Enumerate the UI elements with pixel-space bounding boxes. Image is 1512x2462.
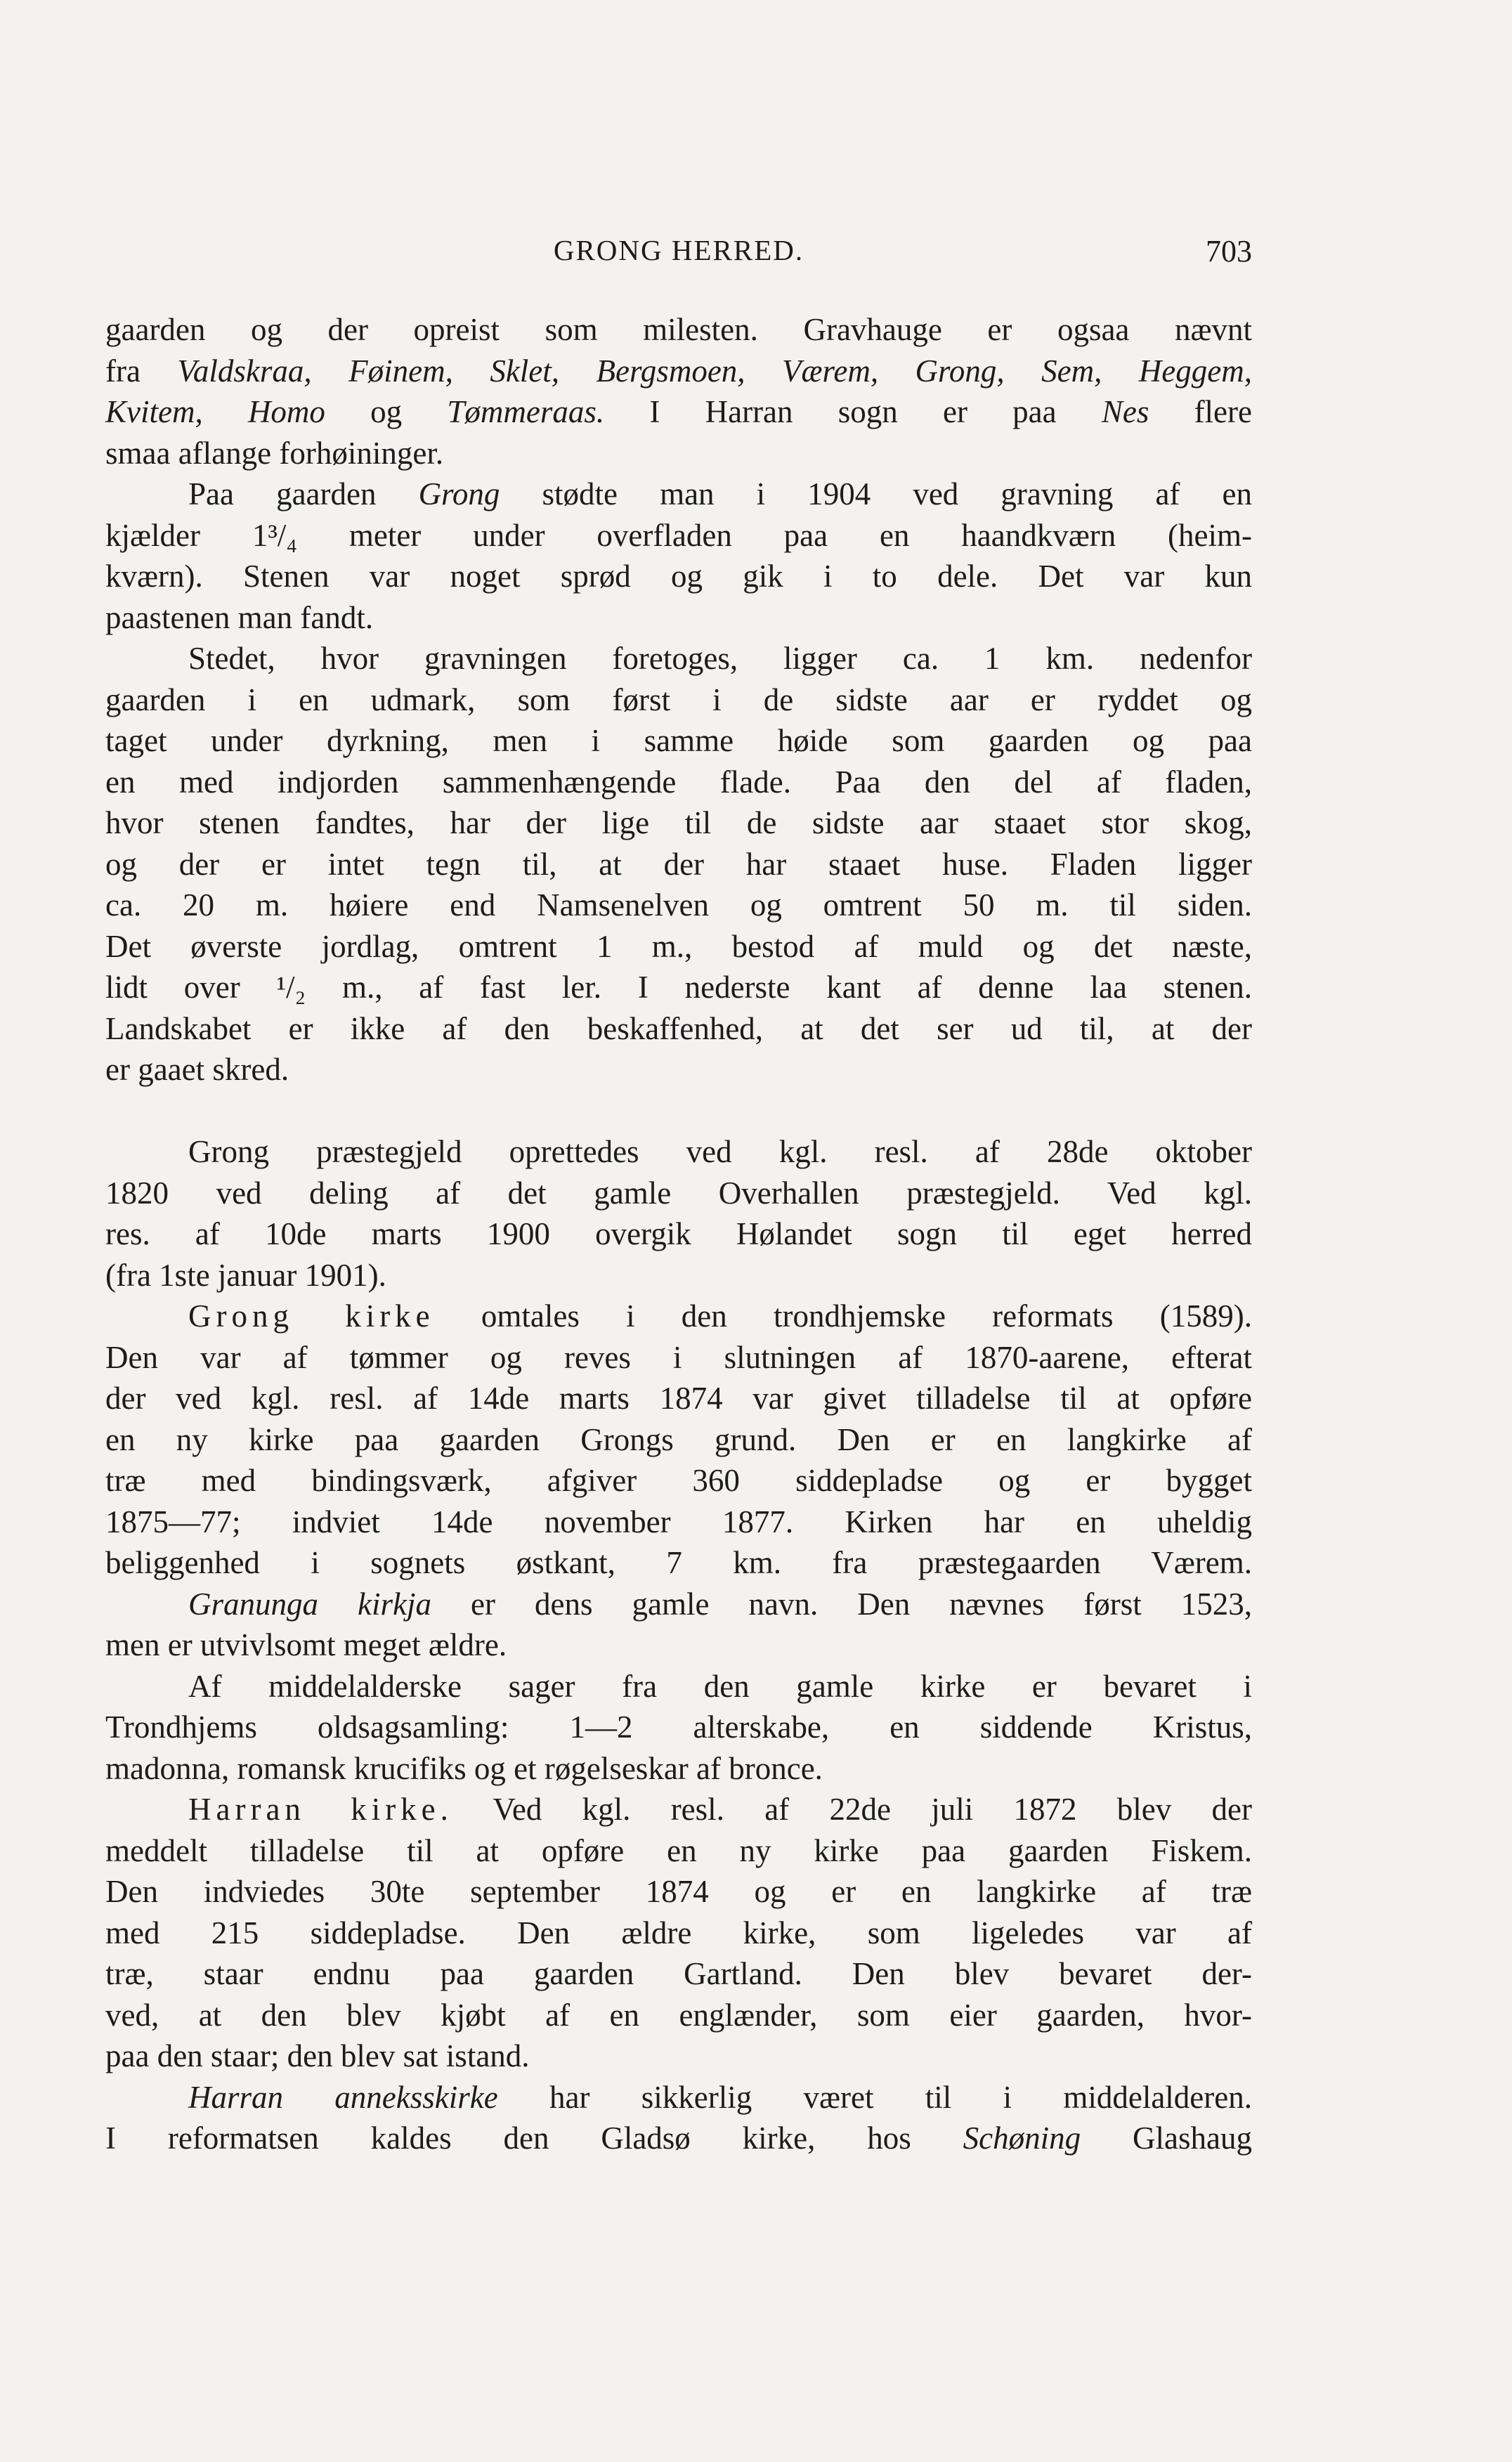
text-run: er gaaet skred. (105, 1052, 289, 1087)
text-line (105, 1337, 1252, 1379)
text-line (105, 2118, 1252, 2159)
text-line (105, 1213, 1252, 1255)
text-line (105, 885, 1252, 926)
text-line (105, 1624, 1252, 1666)
text-run: Stedet, hvor gravningen foretoges, ligger ca. 1 km. nedenfor (188, 641, 1252, 676)
text-run: Paa gaarden (188, 476, 419, 512)
text-run: paa den staar; den blev sat istand. (105, 2038, 530, 2073)
text-run: lidt over ¹/₂ m., af fast ler. I nederste kant af denne laa stenen. (105, 970, 1252, 1005)
italic-run: Grong (418, 476, 500, 512)
text-run: træ med bindingsværk, afgiver 360 siddepladse og er bygget (105, 1463, 1252, 1498)
text-run: fra (105, 353, 178, 389)
text-run: hvor stenen fandtes, har der lige til de sidste aar staaet stor skog, (105, 805, 1252, 840)
text-line (105, 309, 1252, 351)
paragraph-gap (105, 1090, 1252, 1132)
text-run: der ved kgl. resl. af 14de marts 1874 var givet tilladelse til at opføre (105, 1381, 1252, 1416)
text-run: res. af 10de marts 1900 overgik Hølandet sogn til eget herred (105, 1216, 1252, 1251)
page-number: 703 (1206, 234, 1252, 268)
text-line (105, 1542, 1252, 1584)
text-run: har sikkerlig været til i middelalderen. (497, 2079, 1252, 2115)
text-line (105, 2077, 1252, 2118)
text-run: flere (1149, 394, 1252, 429)
text-line (105, 1995, 1252, 2036)
running-header (105, 233, 1252, 268)
text-run: Glashaug (1081, 2121, 1252, 2156)
body-text (105, 309, 1252, 2159)
text-run: Landskabet er ikke af den beskaffenhed, at det ser ud til, at der (105, 1010, 1252, 1046)
text-run: meddelt tilladelse til at opføre en ny kirke paa gaarden Fiskem. (105, 1832, 1252, 1868)
running-title: GRONG HERRED. (553, 234, 804, 266)
text-line (105, 433, 1252, 474)
text-run: en ny kirke paa gaarden Grongs grund. Den er en langkirke af (105, 1421, 1252, 1457)
text-line (105, 1584, 1252, 1625)
text-line (105, 720, 1252, 762)
italic-run: Granunga kirkja (188, 1586, 431, 1622)
text-line (105, 1913, 1252, 1954)
italic-run: Schøning (963, 2121, 1081, 2156)
text-run: (fra 1ste januar 1901). (105, 1257, 386, 1293)
spaced-run: Grong kirke (188, 1298, 435, 1334)
text-line (105, 556, 1252, 597)
text-run: Den indviedes 30te september 1874 og er en langkirke af træ (105, 1874, 1252, 1909)
text-run: gaarden og der opreist som milesten. Gravhauge er ogsaa nævnt (105, 312, 1252, 347)
text-line (105, 515, 1252, 556)
text-line (105, 1830, 1252, 1872)
text-run: Trondhjems oldsagsamling: 1—2 alterskabe, en siddende Kristus, (105, 1709, 1252, 1745)
text-line (105, 1707, 1252, 1748)
text-line (105, 802, 1252, 844)
text-run: madonna, romansk krucifiks og et røgelseskar af bronce. (105, 1750, 823, 1786)
text-run: omtales i den trondhjemske reformats (1589). (434, 1298, 1252, 1334)
text-line (105, 2036, 1252, 2077)
text-run: Af middelalderske sager fra den gamle kirke er bevaret i (188, 1668, 1252, 1704)
text-run: beliggenhed i sognets østkant, 7 km. fra præstegaarden Værem. (105, 1545, 1252, 1580)
text-line (105, 967, 1252, 1008)
text-run: ca. 20 m. høiere end Namsenelven og omtrent 50 m. til siden. (105, 887, 1252, 923)
text-line (105, 1131, 1252, 1173)
spaced-run: Harran kirke. (188, 1792, 453, 1827)
text-line (105, 1419, 1252, 1461)
text-line (105, 391, 1252, 433)
text-line (105, 762, 1252, 803)
text-line (105, 638, 1252, 679)
text-run: I Harran sogn er paa (604, 394, 1102, 429)
text-run: taget under dyrkning, men i samme høide som gaarden og paa (105, 723, 1252, 758)
text-run: kjælder 1³/₄ meter under overfladen paa en haandkværn (heim- (105, 517, 1252, 553)
text-line (105, 1871, 1252, 1913)
text-run: med 215 siddepladse. Den ældre kirke, som ligeledes var af (105, 1915, 1252, 1950)
text-line (105, 1049, 1252, 1090)
text-line (105, 1008, 1252, 1050)
text-line (105, 1953, 1252, 1995)
text-run: og der er intet tegn til, at der har staaet huse. Fladen ligger (105, 846, 1252, 882)
text-line (105, 1666, 1252, 1707)
italic-run: Harran anneksskirke (188, 2079, 498, 2115)
text-line (105, 474, 1252, 515)
text-run: smaa aflange forhøininger. (105, 435, 444, 471)
text-run: stødte man i 1904 ved gravning af en (500, 476, 1252, 512)
text-run: ved, at den blev kjøbt af en englænder, som eier gaarden, hvor- (105, 1997, 1252, 2033)
text-run: paastenen man fandt. (105, 599, 374, 635)
text-line (105, 1173, 1252, 1214)
italic-run: Tømmeraas. (447, 394, 605, 429)
text-line (105, 1502, 1252, 1543)
text-line (105, 1378, 1252, 1419)
italic-run: Kvitem, Homo (105, 394, 325, 429)
text-line (105, 1748, 1252, 1790)
text-run: Det øverste jordlag, omtrent 1 m., bestod af muld og det næste, (105, 928, 1252, 964)
text-run: I reformatsen kaldes den Gladsø kirke, hos (105, 2121, 963, 2156)
text-line (105, 1255, 1252, 1296)
text-run: 1875—77; indviet 14de november 1877. Kirken har en uheldig (105, 1504, 1252, 1539)
text-run: en med indjorden sammenhængende flade. Paa den del af fladen, (105, 764, 1252, 800)
text-run: træ, staar endnu paa gaarden Gartland. Den blev bevaret der- (105, 1956, 1252, 1991)
text-line (105, 679, 1252, 721)
text-run: kværn). Stenen var noget sprød og gik i to dele. Det var kun (105, 559, 1252, 594)
text-run: 1820 ved deling af det gamle Overhallen præstegjeld. Ved kgl. (105, 1175, 1252, 1211)
text-run: Grong præstegjeld oprettedes ved kgl. resl. af 28de oktober (188, 1134, 1252, 1169)
italic-run: Valdskraa, Føinem, Sklet, Bergsmoen, Værem, Grong, Sem, Heggem, (177, 353, 1252, 389)
text-run: er dens gamle navn. Den nævnes først 1523, (431, 1586, 1252, 1622)
text-run: Ved kgl. resl. af 22de juli 1872 blev der (452, 1792, 1252, 1827)
text-line (105, 351, 1252, 392)
text-line (105, 1296, 1252, 1337)
text-line (105, 1789, 1252, 1830)
text-run: gaarden i en udmark, som først i de sidste aar er ryddet og (105, 682, 1252, 717)
text-line (105, 844, 1252, 885)
text-run: og (325, 394, 448, 429)
italic-run: Nes (1101, 394, 1149, 429)
text-line (105, 926, 1252, 968)
text-run: men er utvivlsomt meget ældre. (105, 1627, 507, 1662)
text-line (105, 1460, 1252, 1502)
text-line (105, 597, 1252, 639)
text-run: Den var af tømmer og reves i slutningen af 1870-aarene, efterat (105, 1339, 1252, 1375)
